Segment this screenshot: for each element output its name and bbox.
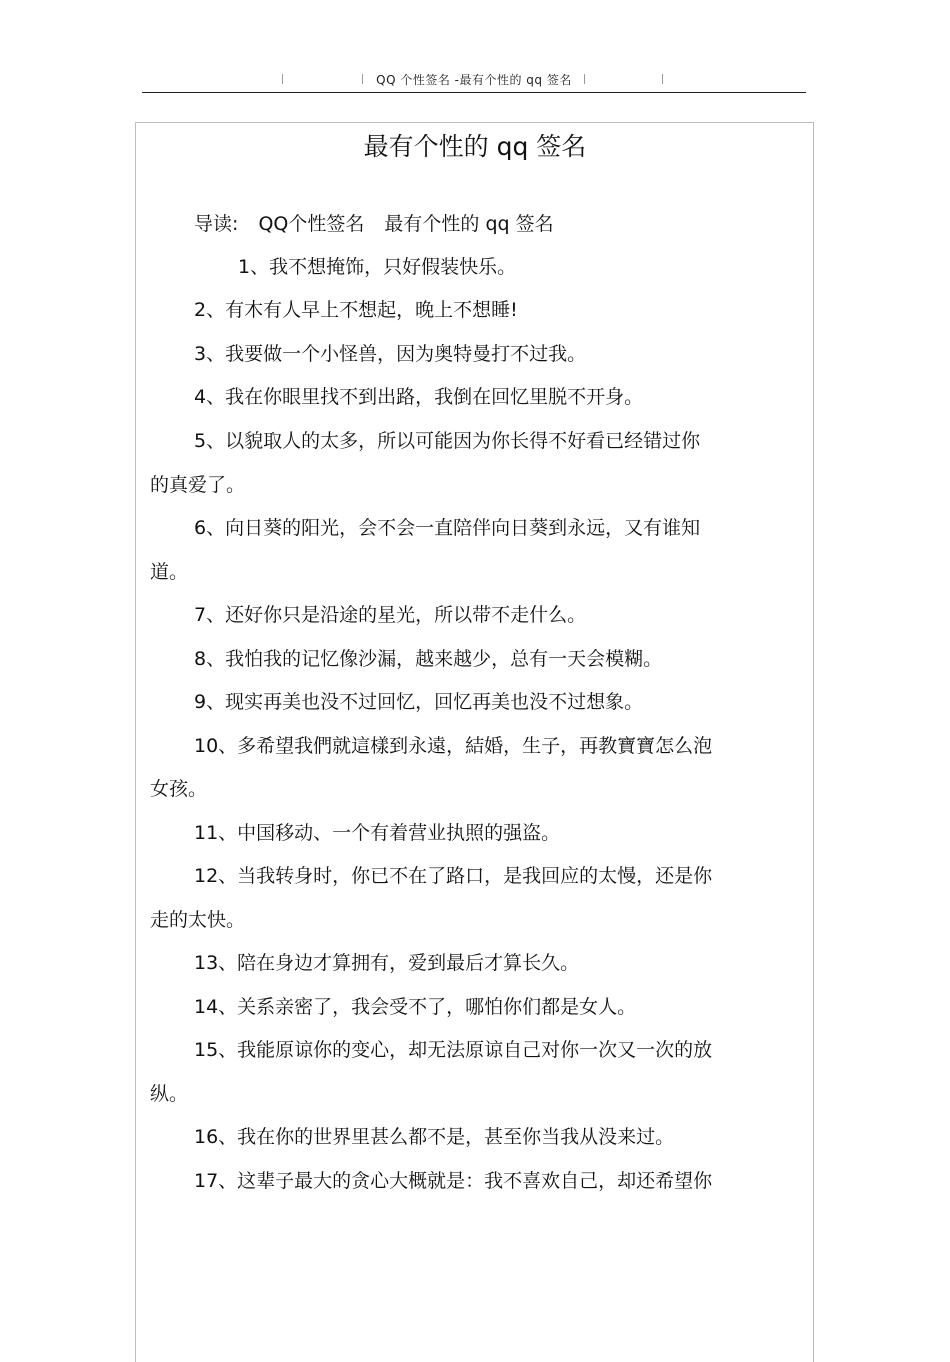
signature-line: 16、我在你的世界里甚么都不是，甚至你当我从没来过。 bbox=[194, 1126, 675, 1148]
signature-line: 17、这辈子最大的贪心大概就是：我不喜欢自己，却还希望你 bbox=[194, 1170, 713, 1192]
signature-line: 3、我要做一个小怪兽，因为奥特曼打不过我。 bbox=[194, 343, 587, 365]
signature-line-continued: 女孩。 bbox=[150, 778, 208, 800]
signature-line-continued: 走的太快。 bbox=[150, 909, 246, 931]
intro-text-b: 最有个性的 qq 签名 bbox=[384, 213, 554, 235]
signature-line: 4、我在你眼里找不到出路，我倒在回忆里脱不开身。 bbox=[194, 386, 644, 408]
page-header bbox=[142, 60, 806, 93]
signature-line: 9、现实再美也没不过回忆，回忆再美也没不过想象。 bbox=[194, 691, 644, 713]
signature-line: 8、我怕我的记忆像沙漏，越来越少，总有一天会模糊。 bbox=[194, 648, 663, 670]
signature-line: 1、我不想掩饰，只好假装快乐。 bbox=[238, 256, 517, 278]
intro-text-a: QQ个性签名 bbox=[258, 213, 365, 235]
intro-line bbox=[194, 209, 568, 236]
signature-line: 2、有木有人早上不想起，晚上不想睡! bbox=[194, 299, 518, 321]
signature-line: 5、以貌取人的太多，所以可能因为你长得不好看已经错过你 bbox=[194, 430, 701, 452]
signature-line: 10、多希望我們就這樣到永遠，結婚，生子，再教寶寶怎么泡 bbox=[194, 735, 713, 757]
signature-line: 15、我能原谅你的变心，却无法原谅自己对你一次又一次的放 bbox=[194, 1039, 713, 1061]
signature-line: 7、还好你只是沿途的星光，所以带不走什么。 bbox=[194, 604, 587, 626]
signature-line-continued: 道。 bbox=[150, 561, 189, 583]
signature-line: 11、中国移动、一个有着营业执照的强盗。 bbox=[194, 822, 561, 844]
document-title: 最有个性的 qq 签名 bbox=[363, 132, 587, 161]
intro-label: 导读: bbox=[194, 213, 239, 235]
signature-line: 6、向日葵的阳光，会不会一直陪伴向日葵到永远，又有谁知 bbox=[194, 517, 701, 539]
signature-line-continued: 纵。 bbox=[150, 1083, 189, 1105]
signature-line: 14、关系亲密了，我会受不了，哪怕你们都是女人。 bbox=[194, 996, 637, 1018]
signature-line: 12、当我转身时，你已不在了路口，是我回应的太慢，还是你 bbox=[194, 865, 713, 887]
signature-line: 13、陪在身边才算拥有，爱到最后才算长久。 bbox=[194, 952, 580, 974]
header-text: QQ 个性签名 -最有个性的 qq 签名 bbox=[376, 73, 572, 87]
signature-line-continued: 的真爱了。 bbox=[150, 474, 246, 496]
